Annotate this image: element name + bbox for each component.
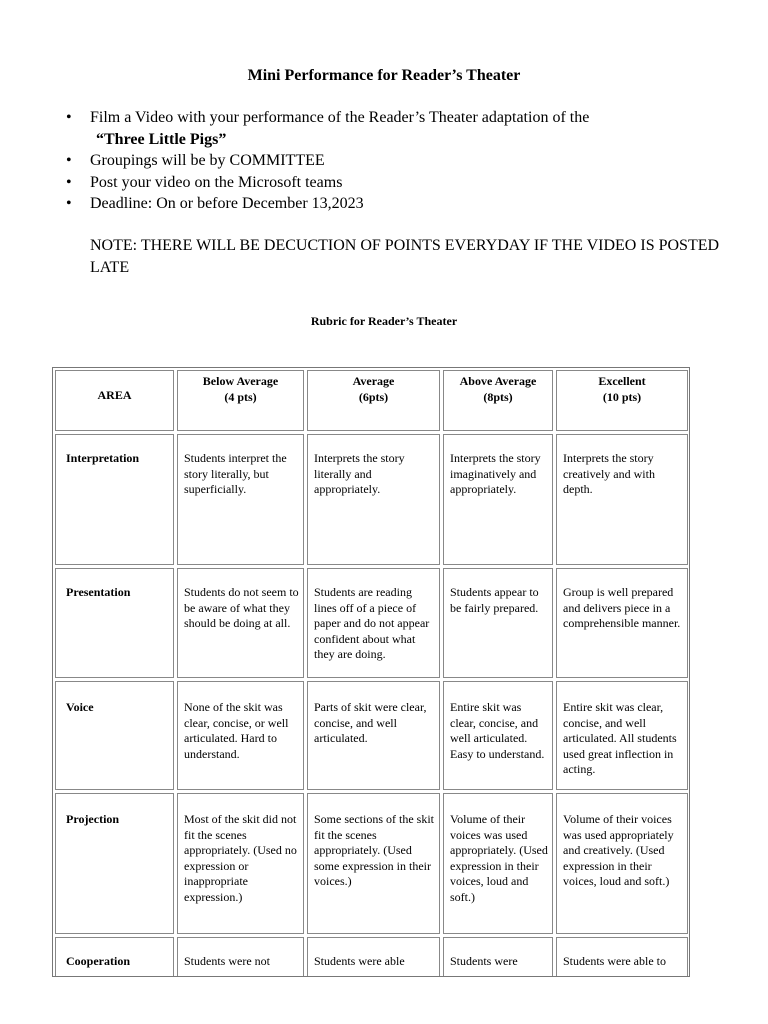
criteria-cell: Entire skit was clear, concise, and well articulated. All students used great inflection in acting.	[556, 681, 688, 790]
header-points: (6pts)	[358, 389, 389, 404]
criteria-cell: Interprets the story creatively and with depth.	[556, 434, 688, 565]
criteria-cell: Parts of skit were clear, concise, and well articulated.	[307, 681, 440, 790]
criteria-cell: Students were able to	[556, 937, 688, 977]
header-label: Above Average	[459, 374, 537, 388]
bullet-text: Deadline: On or before December 13,2023	[90, 195, 364, 212]
story-title: “Three Little Pigs”	[96, 130, 227, 148]
area-cell: Interpretation	[55, 434, 174, 565]
list-item	[66, 107, 746, 150]
criteria-cell: Entire skit was clear, concise, and well articulated. Easy to understand.	[443, 681, 553, 790]
criteria-cell: Most of the skit did not fit the scenes appropriately. (Used no expression or inappropriate expression.)	[177, 793, 304, 934]
header-label: Excellent	[598, 374, 646, 388]
criteria-cell: Students were	[443, 937, 553, 977]
area-cell: Cooperation	[55, 937, 174, 977]
instructions-list	[66, 107, 746, 215]
rubric-table	[52, 367, 690, 977]
header-points: (8pts)	[483, 389, 513, 404]
bullet-text: Post your video on the Microsoft teams	[90, 173, 343, 191]
criteria-cell: Interprets the story literally and appropriately.	[307, 434, 440, 565]
header-points: (10 pts)	[602, 389, 642, 404]
criteria-cell: Group is well prepared and delivers piece in a comprehensible manner.	[556, 568, 688, 678]
rubric-title: Rubric for Reader’s Theater	[310, 314, 458, 328]
header-points: (4 pts)	[224, 389, 257, 404]
bullet-text: Film a Video with your performance of the Reader’s Theater adaptation of the	[90, 109, 590, 126]
late-note: NOTE: THERE WILL BE DECUCTION OF POINTS EVERYDAY IF THE VIDEO IS POSTED LATE	[90, 237, 720, 276]
header-label: AREA	[97, 388, 132, 402]
criteria-cell: Students were not	[177, 937, 304, 977]
area-cell: Projection	[55, 793, 174, 934]
criteria-cell: Students appear to be fairly prepared.	[443, 568, 553, 678]
criteria-cell: Students do not seem to be aware of what they should be doing at all.	[177, 568, 304, 678]
criteria-cell: Students are reading lines off of a piece of paper and do not appear confident about what they are doing.	[307, 568, 440, 678]
area-cell: Voice	[55, 681, 174, 790]
criteria-cell: Volume of their voices was used appropriately and creatively. (Used expression in their voices, loud and soft.)	[556, 793, 688, 934]
area-cell: Presentation	[55, 568, 174, 678]
level-header	[443, 370, 553, 431]
header-label: Below Average	[202, 374, 279, 388]
bullet-text: Groupings will be by COMMITTEE	[90, 152, 325, 169]
level-header	[556, 370, 688, 431]
list-item	[66, 150, 746, 172]
list-item	[66, 172, 746, 194]
criteria-cell: Volume of their voices was used appropriately. (Used expression in their voices, loud and soft.)	[443, 793, 553, 934]
criteria-cell: Students were able	[307, 937, 440, 977]
level-header	[177, 370, 304, 431]
level-header	[307, 370, 440, 431]
criteria-cell: Some sections of the skit fit the scenes appropriately. (Used some expression in their voices.)	[307, 793, 440, 934]
criteria-cell: Interprets the story imaginatively and appropriately.	[443, 434, 553, 565]
criteria-cell: None of the skit was clear, concise, or well articulated. Hard to understand.	[177, 681, 304, 790]
area-header	[55, 370, 174, 431]
page-title: Mini Performance for Reader’s Theater	[247, 67, 521, 84]
header-label: Average	[352, 374, 395, 388]
criteria-cell: Students interpret the story literally, but superficially.	[177, 434, 304, 565]
list-item	[66, 193, 746, 215]
